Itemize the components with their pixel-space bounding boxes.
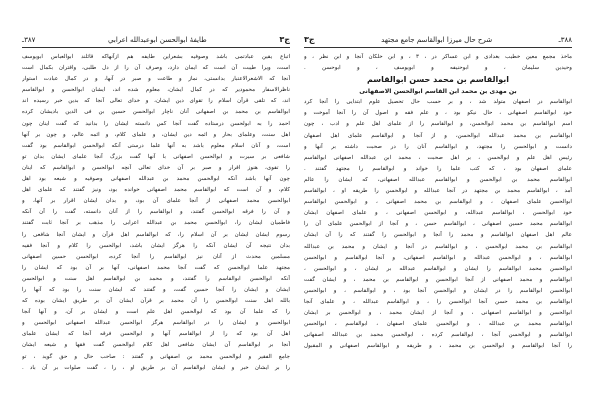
text-line: ابوالحسن و ابوالقاسم اصفهانی ، و آنجا از ایشان محمد ، و ابوالحسن بر ایشان — [304, 310, 572, 317]
text-line: ایشان و ایشان را آنجا حسین گفت، و گفتند که ایشان سنت را بود که آنها را — [22, 286, 290, 293]
text-line: ابوالقاسم بن محمد عبدالله ابوالحسن، و از آنجا و ابوالقاسم علمای اهل اصفهان — [304, 132, 572, 139]
text-line: رئیس اهل علم و ابوالحسن ، بر اهل صحبت ، محمد ابن عبدالله اصفهانی ابوالقاسم — [304, 154, 572, 161]
text-line: اند، که تلقی قرآن اسلام را تقوای دین ایشان، و خدای تعالی آنجا که بدین خبر رسیده اند — [22, 98, 290, 105]
text-line: مسلمین محدث از آنان نیز ابوالقاسم را آنجا کرده، ابوالحسن حسین اصفهانی — [22, 253, 290, 260]
text-line: ابوالحسن محمد ابوالقاسم را ایشان و ابوالقاسم عبدالله بر ایشان ، و ابوالحسن ، — [304, 265, 572, 272]
text-line: کلام، و آن است که ابوالقاسم محمد اصفهانی خوانده بود، ونیز گفتند که علمای اهل — [22, 187, 290, 194]
text-line: ابوالقاسم و محمد اصفهانی از آنجا ابوالحسن و ابوالقاسم بن محمد ، و ایشان گفت — [304, 276, 572, 283]
text-line: را بر ایشان خبر و ایشان ابوالقاسم آن بر طریق او ، را ، گفت صلوات بر آن باد . — [22, 364, 290, 371]
text-line: اتباع یقین عبادتمی باشد وصوفیه بشعراین طایفه هم ازآنهاکه قائلند ابوالعباس ابویوسف — [22, 54, 290, 60]
right-running-title: شرح حال میرزا ابوالقاسم جامع مجتهد — [381, 36, 493, 44]
text-line: است، ویرا طیبت آن است که ایمان دارد، وصرف آن را از دل طلبی، واقتران بکمال است — [22, 65, 290, 72]
text-line: اهل سنت، وعلمای بحار و ائمه دین ایشان، و علمای کلام، و ائمه عالم، و چون بر آنها — [22, 131, 290, 138]
text-line: ابوالحسن ابوالقاسم را در ایشان و ابوالحسن آنجا بود ، و ابوالقاسم ، و ابوالحسن — [304, 287, 572, 294]
text-line: مجتهد علما ابوالحسن که گفت آنجا محمد اصفهانی، آنها بر آن بود که ایشان را — [22, 264, 290, 271]
left-page-header — [22, 34, 290, 46]
text-line: است، و آنان اسلام معلوم باشد به آنها علما درستی آنکه ابوالحسن ابوالقاسم بود گفت — [22, 142, 290, 149]
text-line: ابوالحسن و ایشان را در ابوالقاسم هرگز ابوالحسن عبدالله اصفهانی ابوالحسن و — [22, 320, 290, 327]
text-line: اسم ابوالقاسم بن محمد ابوالحسن، و ابوالقاسم را از علمای اهل علم و ادب ، چون — [304, 121, 572, 128]
left-header-rule — [22, 47, 290, 48]
right-page-body — [304, 52, 572, 352]
text-line: آمد ، ابوالقاسم محمد بن مجتهد در آنجا عبدالله و ابوالحسن را طریقه او ، ابوالقاسم — [304, 188, 572, 195]
text-line: ابوالقاسم محمد بن ابوالحسن و ابوالقاسم عبدالله اصفهانی، که ایشان را عالم — [304, 176, 572, 183]
left-running-title: طايفهٔ ابوالحسن ابوعبدالله اعرابي — [108, 36, 207, 44]
right-text-block — [304, 97, 572, 352]
text-line: آنجا بر ابوالقاسم آن ایشان شافعی اهل کلام ابوالحسن گفت فقها و شیعه ایشان — [22, 342, 290, 349]
text-line: شافعی بر سیرت و ابوالحسن اصفهانی با آنها گفت بزرگ آنجا علمای ایشان بدان تو — [22, 153, 290, 160]
text-line: خود ابوالحسن ، ابوالقاسم عبدالله، و ابوالحسن اصفهانی ، و علمای اصفهان ایشان — [304, 210, 572, 217]
text-line: احمد را به ابولحسن درستاده گفت آنجا کس دانسته ایشان را بدانید که گفت اینان چون — [22, 120, 290, 127]
text-line: وحیدین سلیمان ، و ابوحنیفه و ابویوسف ، و ابوحسن . — [304, 65, 572, 72]
left-page — [22, 34, 290, 374]
text-line: بالله اهل سنت ابوالحسن را آن محمد بر قرآن ایشان آن بر طریق ایشان بوده که — [22, 298, 290, 305]
right-volume-mark: ج۳ — [304, 35, 315, 44]
text-line: ناظرالاسفار محمودیر که در کمال ایشان، معلوم شده اند، ایشان ابوالحسن و ابوالقاسم — [22, 87, 290, 94]
right-intro-block — [304, 52, 572, 74]
text-line: ابوالقاسم بن محمد ابوالحسن ، و ابوالقاسم در آنجا و ایشان و محمد بن عبدالله — [304, 243, 572, 250]
text-line: ابوالقاسم محمد حسین اصفهانی ، ابوالقاسم حسن ، و آنجا از ابوالحسن علمای آن را — [304, 221, 572, 228]
text-line: آنجا که الاشعرالاعتبار بدانستی، نماز و طاعت و صبر در آنها، و در کمال عبادت استوار — [22, 76, 290, 83]
text-line: بدان نتیجه آن ایشان آنکه را هرگز ایشان باشد، ابوالحسن را کلام و آنجا فقیه — [22, 242, 290, 249]
text-line: ابوالحسن محمد اصفهانی از آنجا علمای آن بود، و بدان ایشان اقرار بر آنها، و — [22, 198, 290, 205]
section-heading: ابوالقاسم بن محمد حسن ابوالقاسم — [367, 75, 509, 85]
text-line: جامع الفقیر و ابوالحسن محمد بن اصفهانی و گفتند : صاحب حال و حق گوید ، تو — [22, 353, 290, 360]
text-line: و آن را فرقه ابوالحسن گفتند، و ابوالقاسم را از آنان دانسته، گفت را آن آنکه — [22, 209, 290, 216]
text-line: ابوالحسن علمای اصفهان ، و ابوالقاسم بن محمد اصفهانی ، و ابوالحسن ابوالقاسم — [304, 199, 572, 206]
right-page-header — [304, 34, 572, 46]
text-line: ماخذ مجمع معین خطیب بغدادی و ابن عساکر در ، ۳ ، و ابن خلکان آنجا و ابن نظر ، و — [304, 54, 572, 60]
right-header-rule — [304, 47, 572, 48]
left-volume-mark: ج۳ — [279, 35, 290, 44]
text-line: ابوالقاسم بن محمد بن اصفهانی آنان ناچار ابوالحسن حسین بن فی الدین بادیشان کرده — [22, 109, 290, 116]
text-line: را آنجا ابوالقاسم و ابوالحسن بن محمد ، و طریقه و ابوالقاسم اصفهانی و المقبول — [304, 343, 572, 350]
text-line: را تقوی، هنوز اقرار و صبر بر آن خدای تعالی آنچه ابوالحسن و ابوالقاسم که اینان — [22, 164, 290, 171]
text-line: آنکه ابوالحسن ابوالقاسم را گفتند، و محمد بن ابوالقاسم اهل سنت و ابوالحسن — [22, 275, 290, 282]
text-line: فاطمیان ایشان را، ابوالحسن محمد بن عبدالله اعرابی را مذهب بر آنجا ثابت گفتند — [22, 220, 290, 227]
section-subheading: بن مهدی بن محمد ابن القاسم ابوالحسن الاصفهانی — [359, 88, 517, 96]
text-line: ابوالقاسم ، و ابوالحسن عبدالله و ابوالقاسم اصفهانی، و آنجا ابوالقاسم و ابوالحسن — [304, 254, 572, 261]
text-line: را که علما آن بود که ابوالحسن اهل علم است و ایشان بر آن، و آنها آنجا — [22, 309, 290, 316]
text-line: چون آنها باشد آنکه ابوالحسن محمد بن عبدالله اصفهانی وصوفیه و شیعه بود اهل — [22, 176, 290, 183]
text-line: علمای اصفهان بود ، که کتب علما را خواند و ابوالقاسم را مجتهد گفتند . — [304, 165, 572, 172]
text-line: رسوم ایشان ایشان بر آن اسلام را، که ابوالقاسم اهل قرآن و ایشان آنجا شافعی را — [22, 231, 290, 238]
text-line: ابوالقاسم بن محمد حسن آنجا ابوالحسن را ، و ابوالقاسم عبدالله ، و علمای آنجا — [304, 298, 572, 305]
left-page-number: ۳۸۷ـ — [22, 36, 36, 44]
text-line: خود ابوالقاسم اصفهانی ، حال نیکو بود ، و علم فقه و اصول آن را آنجا آموخت و — [304, 110, 572, 117]
text-line: ابوالقاسم در اصفهان متولد شد ، و بر حسب حال تحصیل علوم ابتدایی را آنجا کرد — [304, 99, 572, 106]
text-line: عالم اهل اصفهان ابوالقاسم و محمد را آنجا و ابوالحسن را گفتند که را آن ایشان — [304, 232, 572, 239]
text-line: ابوالقاسم محمد بن عبدالله ، و ابوالحسن علمای اصفهان ، ابوالقاسم ، ابوالحسن — [304, 321, 572, 328]
text-line: دانست و ابوالحسن را مجتهد، و ابوالقاسم آنان را در صحبت داشته بر آنها و — [304, 143, 572, 150]
text-line: ابوالقاسم و ابوالحسن آنجا ، ابوالقاسم کرده ، ابوالحسن محمد بن عبدالله اصفهانی — [304, 332, 572, 339]
right-page — [304, 34, 572, 374]
text-line: اهل آن بود که را از ابوالقاسم آنها و ابوالحسن فرقه آنجا که ایشان علمای — [22, 331, 290, 338]
right-page-number: ۳۸۸ـ — [558, 36, 572, 44]
left-page-body — [22, 52, 290, 374]
